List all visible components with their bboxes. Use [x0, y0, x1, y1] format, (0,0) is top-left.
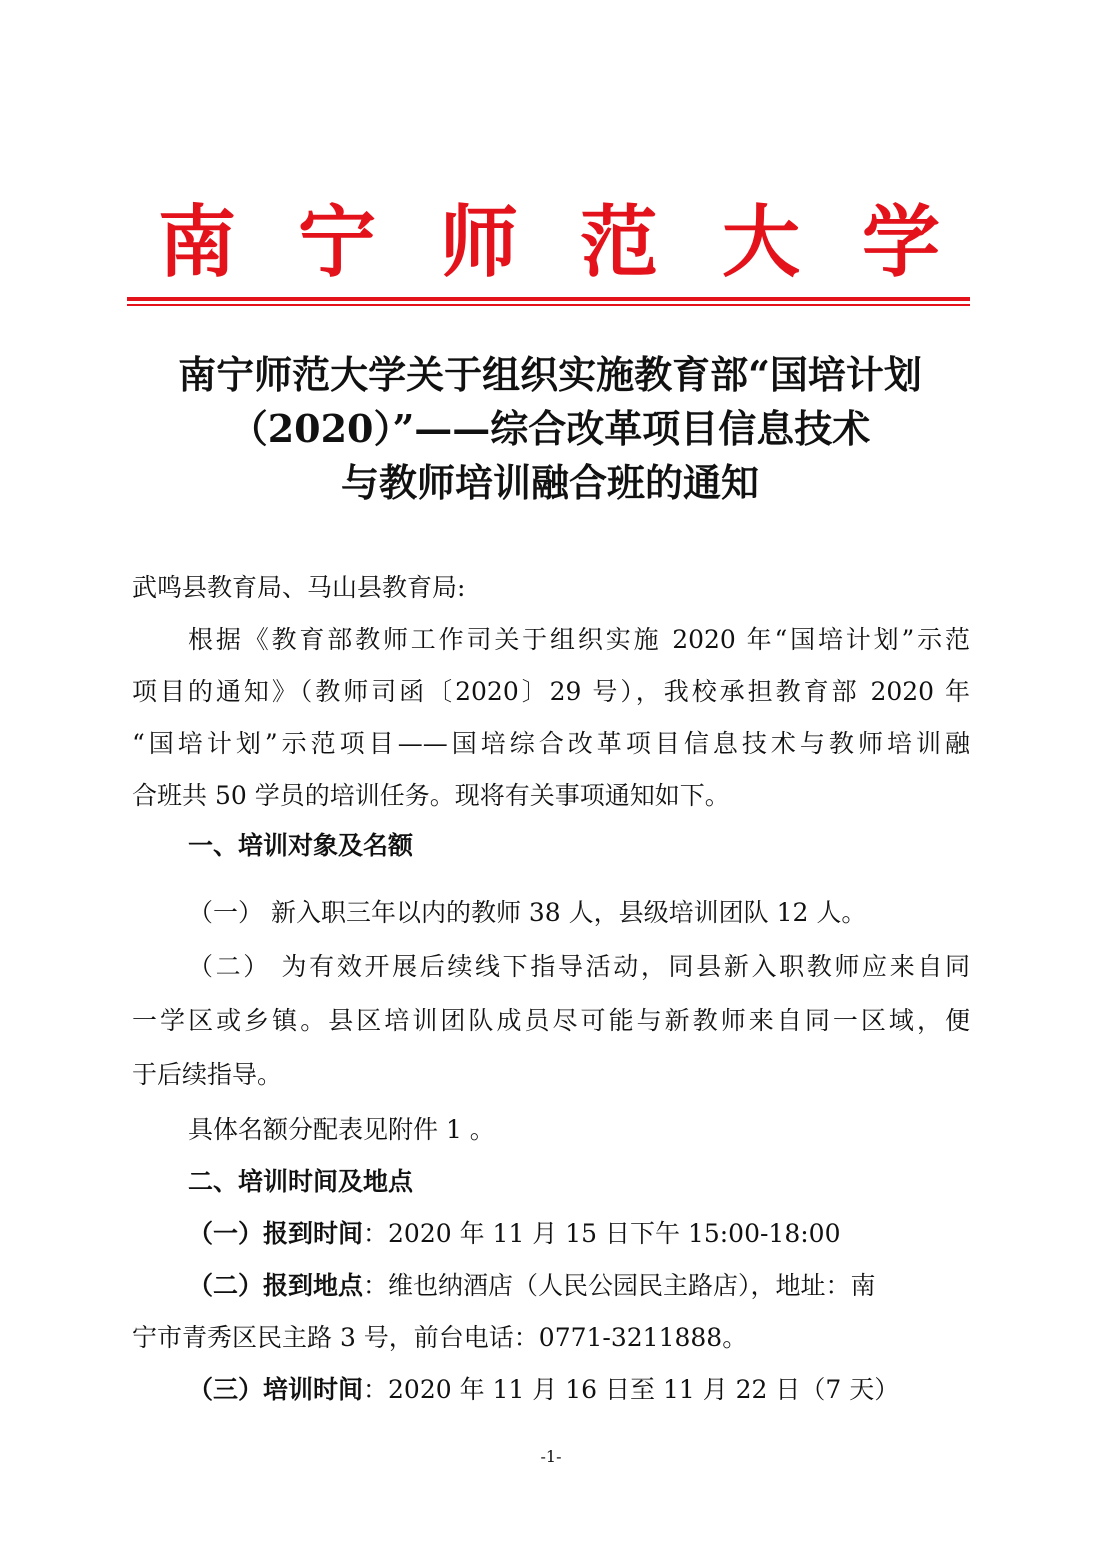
- attachment-note: 具体名额分配表见附件 1 。: [188, 1115, 495, 1144]
- letterhead-char: 南: [158, 197, 237, 288]
- document-title-line: （2020）”——综合改革项目信息技术: [229, 406, 871, 451]
- letterhead-char: 范: [580, 197, 659, 288]
- letterhead-char: 师: [440, 197, 519, 288]
- list-item-label: （三）培训时间: [188, 1375, 364, 1404]
- recipients: 武鸣县教育局、马山县教育局:: [132, 573, 466, 602]
- list-item-text: ：2020 年 11 月 16 日至 11 月 22 日（7 天）: [363, 1375, 900, 1404]
- list-item-label: （一）报到时间: [188, 1219, 364, 1248]
- list-item-text: ：维也纳酒店（人民公园民主路店），地址：南: [363, 1271, 876, 1300]
- page-number: -1-: [540, 1447, 562, 1466]
- list-item: （一） 新入职三年以内的教师 38 人，县级培训团队 12 人。: [188, 898, 867, 927]
- list-item-continuation: 于后续指导。: [132, 1060, 283, 1089]
- paragraph-line: 根据《教育部教师工作司关于组织实施 2020 年“国培计划”示范: [188, 625, 970, 654]
- letterhead-title: [130, 197, 970, 288]
- letterhead-rule-thick: [127, 297, 970, 301]
- list-item: [188, 1218, 1028, 1250]
- section-heading: 二、培训时间及地点: [188, 1167, 414, 1196]
- document-title-line: 与教师培训融合班的通知: [340, 460, 759, 505]
- list-item-continuation: 宁市青秀区民主路 3 号，前台电话：0771-3211888。: [132, 1323, 748, 1352]
- list-item: [188, 1374, 1028, 1406]
- letterhead-char: 学: [862, 197, 941, 288]
- document-title: [100, 348, 1000, 510]
- letterhead-rule-thin: [127, 304, 970, 306]
- list-item: （二） 为有效开展后续线下指导活动，同县新入职教师应来自同: [188, 952, 970, 981]
- paragraph-line: 项目的通知》（教师司函〔2020〕29 号），我校承担教育部 2020 年: [132, 677, 970, 706]
- list-item-label: （二）报到地点: [188, 1271, 364, 1300]
- letterhead-char: 大: [722, 197, 801, 288]
- list-item-continuation: 一学区或乡镇。县区培训团队成员尽可能与新教师来自同一区域，便: [132, 1006, 970, 1035]
- paragraph-line: “国培计划”示范项目——国培综合改革项目信息技术与教师培训融: [132, 729, 970, 758]
- list-item: [188, 1270, 970, 1302]
- paragraph-line: 合班共 50 学员的培训任务。现将有关事项通知如下。: [132, 781, 730, 810]
- section-heading: 一、培训对象及名额: [188, 831, 414, 860]
- document-title-line: 南宁师范大学关于组织实施教育部“国培计划: [178, 352, 922, 397]
- letterhead-char: 宁: [298, 197, 377, 288]
- list-item-text: ：2020 年 11 月 15 日下午 15:00-18:00: [363, 1219, 841, 1248]
